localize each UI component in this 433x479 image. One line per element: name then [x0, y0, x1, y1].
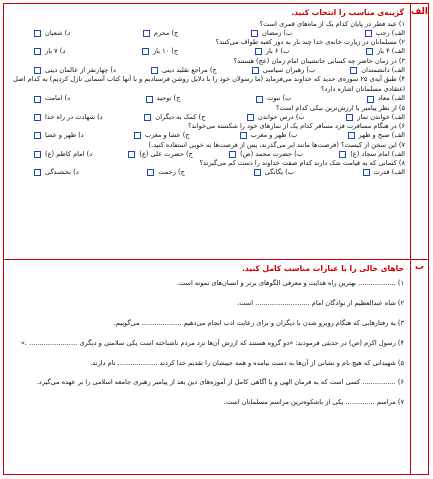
- question-5: [4, 104, 410, 122]
- checkbox-icon[interactable]: [251, 30, 258, 37]
- option-label: ج) ۱۰ بار: [152, 47, 179, 56]
- options-row: [4, 131, 410, 141]
- fill-blank-item: ۳) به رفتارهایی که هنگام روبرو شدن با دیگران و برای رعایت ادب انجام می‌دهیم ................... می‌گوییم.: [113, 319, 404, 327]
- option-label: د) امامت: [45, 94, 70, 103]
- option-label: د) شهادت در راه خدا: [45, 112, 103, 121]
- checkbox-icon[interactable]: [143, 30, 150, 37]
- checkbox-icon[interactable]: [229, 151, 236, 158]
- option[interactable]: [247, 113, 305, 123]
- checkbox-icon[interactable]: [151, 67, 158, 74]
- checkbox-icon[interactable]: [146, 96, 153, 103]
- option-label: د) امام کاظم (ع): [45, 149, 93, 158]
- question-8: [4, 159, 410, 177]
- option[interactable]: [252, 66, 315, 76]
- option[interactable]: [151, 66, 217, 76]
- question-1: [4, 20, 410, 38]
- checkbox-icon[interactable]: [34, 169, 41, 176]
- option-label: الف) خواندن نماز: [357, 112, 405, 121]
- checkbox-icon[interactable]: [255, 48, 262, 55]
- section-a-label: الف: [410, 4, 428, 259]
- checkbox-icon[interactable]: [247, 114, 254, 121]
- checkbox-icon[interactable]: [367, 96, 374, 103]
- checkbox-icon[interactable]: [34, 30, 41, 37]
- question-text: ۲) مسلمانان در زیارت خانه‌ی خدا چند بار به دور کعبه طواف می‌کنند؟: [215, 38, 405, 47]
- option[interactable]: [365, 29, 405, 39]
- option[interactable]: [348, 131, 405, 141]
- option[interactable]: [367, 94, 405, 104]
- option[interactable]: [134, 131, 190, 141]
- option-label: د) چهارنفر از عالمان دینی: [45, 65, 116, 74]
- option-label: ج) کمک به دیگران: [155, 112, 206, 121]
- fill-blank-item: ۷) مراسم .............. یکی از باشکوه‌ترین مراسم مسلمانان است.: [223, 398, 404, 406]
- checkbox-icon[interactable]: [363, 169, 370, 176]
- option[interactable]: [346, 113, 405, 123]
- checkbox-icon[interactable]: [134, 132, 141, 139]
- option[interactable]: [143, 29, 178, 39]
- options-row: [4, 29, 410, 39]
- option-label: ب) رهبران سیاسی: [262, 65, 316, 74]
- option-label: د) بخشندگی: [45, 167, 79, 176]
- options-row: [4, 66, 410, 76]
- option[interactable]: [251, 29, 292, 39]
- option[interactable]: [254, 168, 294, 178]
- question-7: [4, 141, 410, 159]
- question-6: [4, 122, 410, 140]
- fill-blank-list: [4, 276, 410, 409]
- option[interactable]: [256, 94, 291, 104]
- option[interactable]: [128, 150, 192, 160]
- option[interactable]: [142, 47, 178, 57]
- section-b-label: ب: [410, 259, 428, 474]
- option[interactable]: [255, 47, 290, 57]
- option[interactable]: [34, 168, 79, 178]
- question-text: ۷) این سخن از کیست؟ (فرصت‌ها مانند ابر می‌گذرند، پس از فرصت‌ها به خوبی استفاده کنید.): [148, 140, 405, 149]
- option[interactable]: [366, 47, 405, 57]
- option[interactable]: [34, 131, 84, 141]
- option[interactable]: [144, 113, 205, 123]
- option-label: الف) رجب: [375, 28, 405, 37]
- section-a: [4, 4, 410, 259]
- option-label: ب) رمضان: [262, 28, 293, 37]
- question-text: ۶) در هنگام مسافرت فرد مسافر کدام یک از نمازهای خود را شکسته می‌خواند؟: [188, 122, 405, 131]
- option[interactable]: [147, 168, 184, 178]
- checkbox-icon[interactable]: [34, 48, 41, 55]
- checkbox-icon[interactable]: [350, 67, 357, 74]
- checkbox-icon[interactable]: [34, 114, 41, 121]
- option-label: ج) توحید: [156, 94, 181, 103]
- option-label: الف) ۴ بار: [376, 47, 405, 56]
- option-label: ج) مراجع تقلید دینی: [161, 65, 217, 74]
- section-b: [4, 260, 410, 474]
- checkbox-icon[interactable]: [34, 151, 41, 158]
- option[interactable]: [34, 113, 103, 123]
- option-label: ج) عشا و مغرب: [144, 131, 190, 140]
- question-2: [4, 38, 410, 56]
- option[interactable]: [34, 66, 116, 76]
- options-row: [4, 47, 410, 57]
- option-label: الف) دانشمندان: [361, 65, 405, 74]
- checkbox-icon[interactable]: [144, 114, 151, 121]
- option-label: ب) ۶ بار: [265, 47, 290, 56]
- option[interactable]: [350, 66, 405, 76]
- checkbox-icon[interactable]: [34, 67, 41, 74]
- option-label: الف) امام سجاد (ع): [350, 149, 405, 158]
- option-label: الف) قدرت: [373, 167, 405, 176]
- fill-blank-item: ۱) .................. بهترین راه هدایت و معرفی الگوهای برتر و انسان‌های نمونه است.: [176, 279, 404, 287]
- fill-blank-item: ۶) ................ کسی است که به فرمان الهی و با آگاهی کامل از آموزه‌های دین بعد از پیامبر رهبری جامعه اسلامی را بر عهده می‌گیرد.: [36, 378, 404, 386]
- checkbox-icon[interactable]: [128, 151, 135, 158]
- option-label: ج) رحمت: [158, 167, 185, 176]
- option-label: د) شعبان: [45, 28, 71, 37]
- checkbox-icon[interactable]: [348, 132, 355, 139]
- option-label: ب) ظهر و مغرب: [250, 131, 298, 140]
- checkbox-icon[interactable]: [254, 169, 261, 176]
- option[interactable]: [229, 150, 303, 160]
- question-text: ۳) در زمان حاضر چه کسانی جانشینان امام زمان (عج) هستند؟: [233, 56, 405, 65]
- option-label: ب) حضرت محمد (ص): [240, 149, 303, 158]
- checkbox-icon[interactable]: [365, 30, 372, 37]
- option-label: د) ظهر و عشا: [45, 131, 84, 140]
- option-label: الف) معاد: [378, 94, 405, 103]
- question-text: ۸) کسانی که به قیامت شک دارند کدام صفت خداوند را دست کم می‌گیرند؟: [199, 159, 405, 168]
- fill-blank-item: ۵) شهیدانی که هیچ نام و نشانی از آن‌ها به دست نیامده و همه جیبشان را تقدیم خدا کردند ................... نام دارند.: [90, 359, 404, 367]
- checkbox-icon[interactable]: [147, 169, 154, 176]
- fill-blank-item: ۴) رسول اکرم (ص) در حدیثی فرمودند: «دو گروه هستند که ارزش آن‌ها نزد مردم ناشناخته است یکی سلامتی و دیگری ....................... .»: [20, 339, 404, 347]
- question-text: ۱) عید فطر در پایان کدام یک از ماه‌های قمری است؟: [259, 20, 405, 28]
- checkbox-icon[interactable]: [34, 132, 41, 139]
- options-row: [4, 150, 410, 160]
- option-label: د) ۷ بار: [45, 47, 66, 56]
- option[interactable]: [34, 47, 65, 57]
- option-label: ج) حضرت علی (ع): [139, 149, 193, 158]
- option[interactable]: [339, 150, 405, 160]
- worksheet: [3, 3, 429, 475]
- option[interactable]: [34, 150, 92, 160]
- question-list: [4, 20, 410, 178]
- option[interactable]: [34, 94, 70, 104]
- options-row: [4, 113, 410, 123]
- checkbox-icon[interactable]: [366, 48, 373, 55]
- option[interactable]: [363, 168, 405, 178]
- option[interactable]: [34, 29, 70, 39]
- checkbox-icon[interactable]: [346, 114, 353, 121]
- section-a-title: گزینه‌ی مناسب را انتخاب کنید.: [291, 8, 404, 17]
- section-b-title: جاهای خالی را با عبارات مناسب کامل کنید.: [242, 264, 404, 273]
- fill-blank-item: ۲) شاه عبدالعظیم از نوادگان امام .......................... است.: [237, 299, 404, 307]
- option[interactable]: [146, 94, 181, 104]
- question-4: [4, 75, 410, 104]
- options-row: [4, 94, 410, 104]
- checkbox-icon[interactable]: [142, 48, 149, 55]
- checkbox-icon[interactable]: [339, 151, 346, 158]
- checkbox-icon[interactable]: [34, 96, 41, 103]
- option[interactable]: [240, 131, 298, 141]
- checkbox-icon[interactable]: [256, 96, 263, 103]
- checkbox-icon[interactable]: [252, 67, 259, 74]
- option-label: ب) یگانگی: [264, 167, 294, 176]
- question-text: ۴) طبق آیه‌ی ۲۵ سوره‌ی حدید که خداوند می‌فرماید (ما رسولان خود را با دلایل روشن فرستادیم و با آنها کتاب آسمانی نازل کردیم) به کدام اصل اعتقادی مسلمانان اشاره دارد؟: [13, 75, 405, 93]
- option-label: ب) نبوت: [267, 94, 292, 103]
- options-row: [4, 168, 410, 178]
- question-text: ۵) از نظر پیامبر با ارزش‌ترین نیکی کدام است؟: [275, 103, 405, 112]
- option-label: الف) صبح و ظهر: [358, 131, 405, 140]
- question-3: [4, 57, 410, 75]
- option-label: ب) درس خواندن: [258, 112, 305, 121]
- option-label: ج) محرم: [153, 28, 179, 37]
- checkbox-icon[interactable]: [240, 132, 247, 139]
